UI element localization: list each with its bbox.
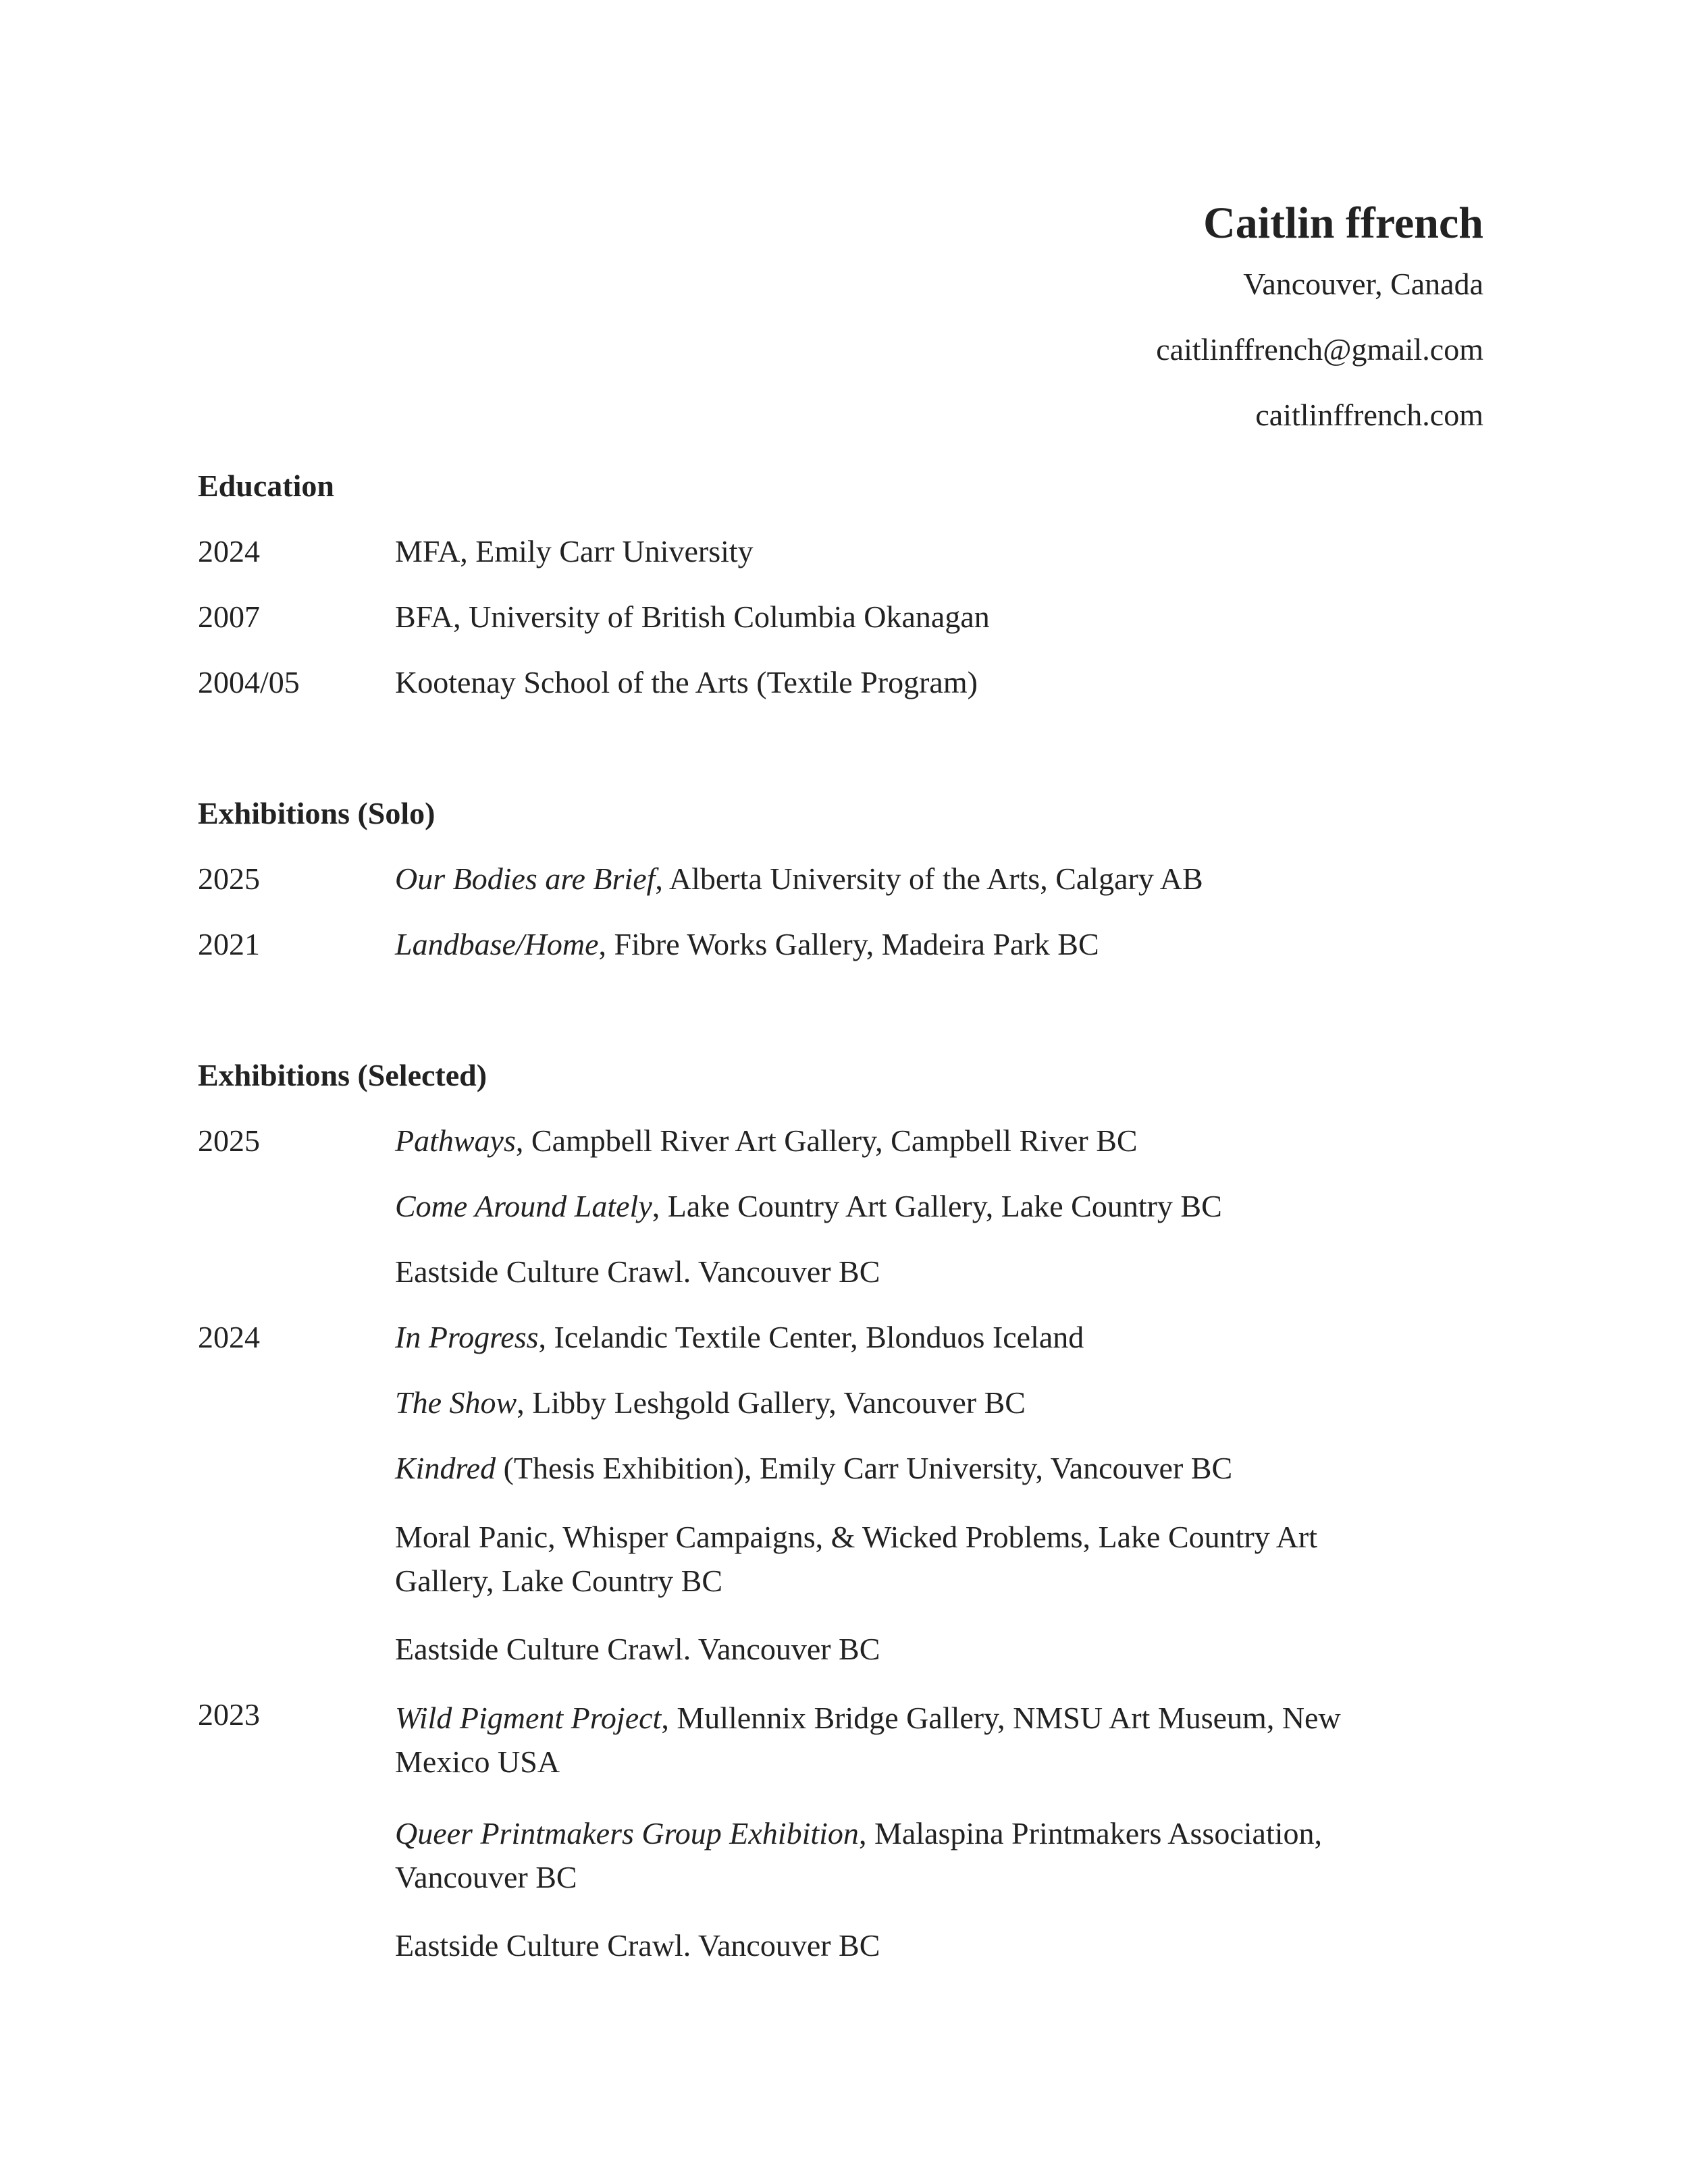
selected-row [198,1122,1481,1160]
selected-year [198,1253,395,1291]
selected-row [198,1188,1481,1225]
exhibition-title: Come Around Lately [395,1189,652,1223]
selected-row [198,1449,1481,1487]
exhibition-details: (Thesis Exhibition), Emily Carr University, Vancouver BC [496,1451,1233,1485]
solo-heading: Exhibitions (Solo) [198,796,436,830]
exhibition-title: In Progress [395,1320,539,1354]
exhibition-details: , Lake Country Art Gallery, Lake Country BC [652,1189,1222,1223]
education-year: 2004/05 [198,665,300,699]
solo-text [395,860,1421,898]
selected-year [198,1384,395,1422]
exhibition-title: Landbase/Home [395,927,599,961]
education-year: 2007 [198,600,260,634]
selected-year: 2024 [198,1320,260,1354]
selected-row [198,1696,1481,1784]
selected-text [395,1927,1421,1965]
selected-heading: Exhibitions (Selected) [198,1058,487,1092]
education-row [198,664,1481,701]
exhibition-title: Our Bodies are Brief [395,861,656,896]
selected-text [395,1384,1421,1422]
selected-row [198,1630,1481,1668]
education-text: MFA, Emily Carr University [395,534,754,568]
selected-row [198,1253,1481,1291]
selected-row [198,1811,1481,1899]
selected-text [395,1122,1421,1160]
selected-row [198,1927,1481,1965]
education-heading: Education [198,469,334,503]
selected-text [395,1319,1421,1356]
exhibition-details: , Malaspina Printmakers Association, Vancouver BC [395,1816,1323,1894]
selected-year [198,1515,395,1603]
selected-year: 2025 [198,1123,260,1158]
selected-year [198,1927,395,1965]
education-row [198,533,1481,570]
cv-name: Caitlin ffrench [1203,198,1483,248]
section-spacer [198,991,1481,1057]
selected-year: 2023 [198,1697,260,1732]
solo-row [198,860,1481,898]
selected-text [395,1630,1421,1668]
selected-row [198,1515,1481,1603]
exhibition-details: , Icelandic Textile Center, Blonduos Iceland [538,1320,1084,1354]
education-text: BFA, University of British Columbia Okanagan [395,600,990,634]
exhibition-details: , Alberta University of the Arts, Calgary AB [655,861,1203,896]
selected-year [198,1449,395,1487]
exhibition-title: Pathways [395,1123,516,1158]
section-spacer [198,729,1481,795]
selected-row [198,1319,1481,1356]
selected-text [395,1696,1421,1784]
exhibition-title: Queer Printmakers Group Exhibition [395,1816,859,1850]
exhibition-details: Eastside Culture Crawl. Vancouver BC [395,1254,880,1289]
selected-year [198,1630,395,1668]
solo-year: 2021 [198,927,260,961]
exhibition-details: , Fibre Works Gallery, Madeira Park BC [598,927,1099,961]
exhibition-title: Wild Pigment Project [395,1701,662,1735]
solo-row [198,926,1481,963]
exhibition-title: Kindred [395,1451,496,1485]
cv-website[interactable]: caitlinffrench.com [1255,398,1483,432]
cv-location: Vancouver, Canada [1243,267,1483,301]
selected-year [198,1811,395,1899]
selected-text [395,1188,1421,1225]
solo-year: 2025 [198,861,260,896]
exhibition-details: Eastside Culture Crawl. Vancouver BC [395,1928,880,1963]
cv-header [1156,196,1483,448]
exhibition-details: , Mullennix Bridge Gallery, NMSU Art Museum, New Mexico USA [395,1701,1341,1779]
selected-text [395,1811,1421,1899]
selected-text [395,1515,1421,1603]
education-row [198,598,1481,636]
exhibition-details: Eastside Culture Crawl. Vancouver BC [395,1632,880,1666]
exhibition-details: , Campbell River Art Gallery, Campbell River BC [515,1123,1138,1158]
exhibition-title: The Show [395,1385,517,1420]
selected-text [395,1449,1421,1487]
solo-text [395,926,1421,963]
selected-row [198,1384,1481,1422]
exhibition-details: , Libby Leshgold Gallery, Vancouver BC [517,1385,1026,1420]
cv-email[interactable]: caitlinffrench@gmail.com [1156,332,1483,367]
education-text: Kootenay School of the Arts (Textile Program) [395,665,978,699]
education-year: 2024 [198,534,260,568]
exhibition-details: Moral Panic, Whisper Campaigns, & Wicked Problems, Lake Country Art Gallery, Lake Country BC [395,1520,1318,1598]
cv-body [198,467,1481,1992]
selected-year [198,1188,395,1225]
selected-text [395,1253,1421,1291]
